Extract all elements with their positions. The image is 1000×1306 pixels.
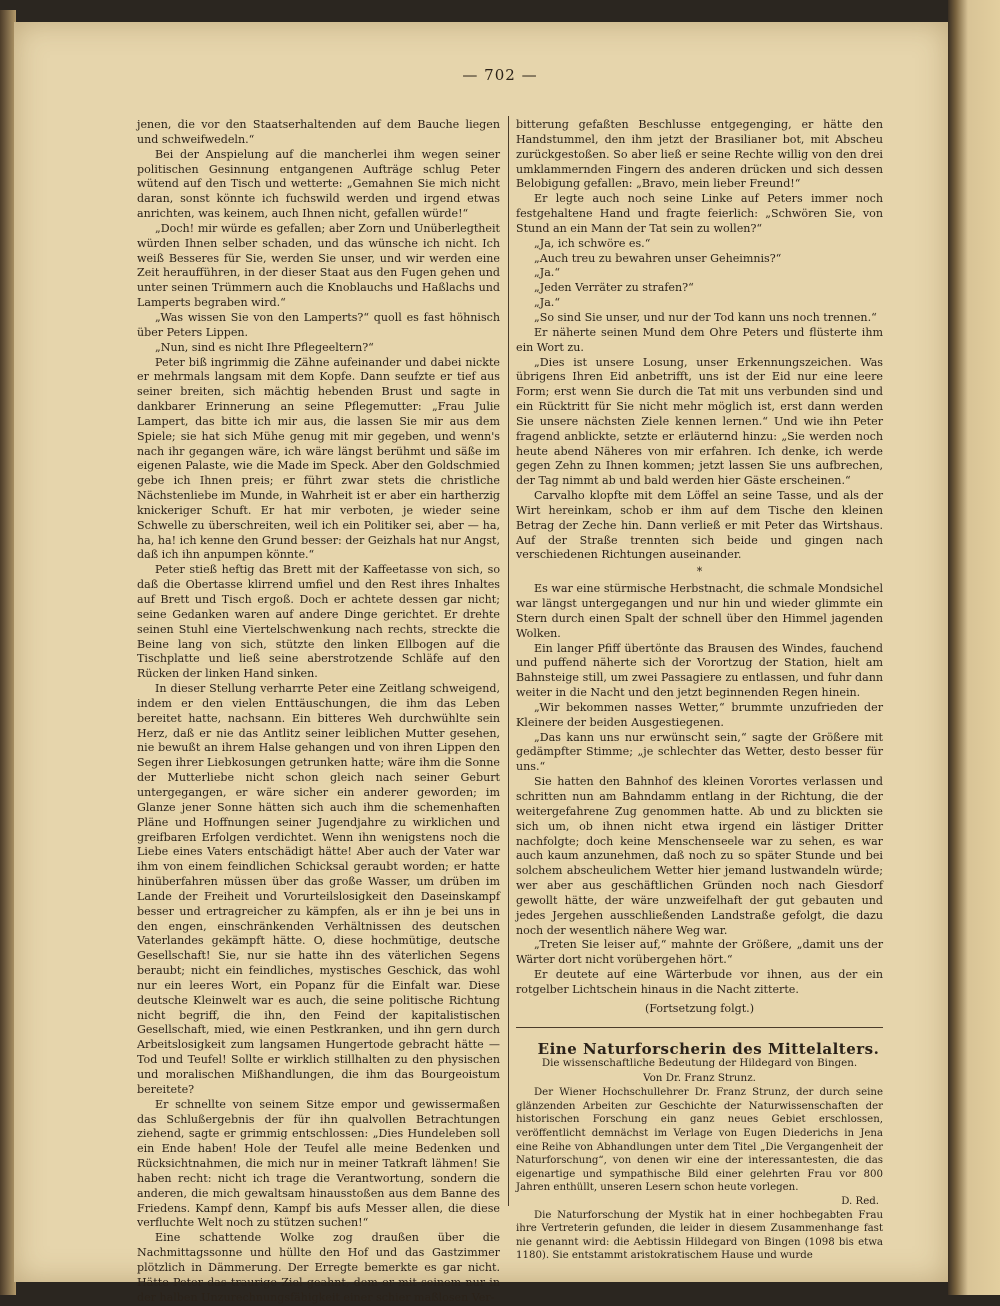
right-column [516,118,883,1262]
paragraph: Sie hatten den Bahnhof des kleinen Vorortes verlassen und schritten nun am Bahndamm entlang in der Richtung, die der weitergefahrene Zug genommen hatte. Ab und zu blickten sie sich um, ob ihnen nicht etwa irgend ein lästiger Dritter nachfolgte; doch keine Menschenseele war zu sehen, es war auch kaum anzunehmen, daß noch zu so später Stunde und bei solchem abscheulichem Wetter hier jemand lustwandeln würde; wer aber aus geschäftlichen Gründen noch nach Giesdorf gewollt hätte, der wäre unzweifelhaft der gut gebauten und jedes Jergehen ausschließenden Landstraße gefolgt, die dazu noch der wesentlich nähere Weg war. [516,775,883,937]
book-spine [948,0,1000,1295]
paragraph: „Das kann uns nur erwünscht sein,“ sagte der Größere mit gedämpfter Stimme; „je schlechter das Wetter, desto besser für uns.“ [516,730,883,774]
paragraph: „Ja.“ [534,296,561,310]
paragraph: Peter stieß heftig das Brett mit der Kaffeetasse von sich, so daß die Obertasse klirrend umfiel und den Rest ihres Inhaltes auf Brett und Tisch ergoß. Doch er achtete dessen gar nicht; seine Gedanken waren auf andere Dinge gerichtet. Er drehte seinen Stuhl eine Viertelschwenkung nach rechts, streckte die Beine lang von sich, stützte den linken Ellbogen auf die Tischplatte und ließ seine aberstrotzende Schläfe auf den Rücken der linken Hand sinken. [137,563,500,681]
article-body: Die Naturforschung der Mystik hat in einer hochbegabten Frau ihre Vertreterin gefunden, die leider in diesem Zusammenhange fast nie genannt wird: die Aebtissin Hildegard von Bingen (1098 bis etwa 1180). Sie entstammt aristokratischem Hause und wurde [516,1209,883,1262]
editor-note: D. Red. [841,1195,879,1207]
paragraph: „Was wissen Sie von den Lamperts?“ quoll es fast höhnisch über Peters Lippen. [137,310,500,339]
left-column [137,118,500,1304]
paragraph: Peter biß ingrimmig die Zähne aufeinander und dabei nickte er mehrmals langsam mit dem Kopfe. Dann seufzte er tief aus seiner breiten, sich mächtig hebenden Brust und sagte in dankbarer Erinnerung an seine Pflegemutter: „Frau Julie Lampert, das bitte ich mir aus, die lassen Sie mir aus dem Spiele; sie hat sich Mühe genug mit mir gegeben, und wenn's nach ihr gegangen wäre, ich wäre längst berühmt und säße im eigenen Palaste, wie die Made im Speck. Aber den Goldschmied gebe ich Ihnen preis; er führt zwar stets die christliche Nächstenliebe im Munde, in Wahrheit ist er aber ein hartherzig knickeriger Schuft. Er hat mir verboten, je wieder seine Schwelle zu überschreiten, weil ich ein Politiker sei, aber — ha, ha, ha! ich kenne den Grund besser: der Geizhals hat nur Angst, daß ich ihn anpumpen könnte.“ [137,355,500,562]
paragraph: jenen, die vor den Staatserhaltenden auf dem Bauche liegen und schweifwedeln.“ [137,118,500,146]
paragraph: „Doch! mir würde es gefallen; aber Zorn und Unüberlegtheit würden Ihnen selber schaden, und das wünsche ich nicht. Ich weiß Besseres für Sie, werden Sie unser, und wir werden eine Zeit heraufführen, in der dieser Staat aus den Fugen gehen und unter seinen Trümmern auch die Knoblauchs und Haßlachs und Lamperts begraben wird.“ [137,221,500,310]
article-subtitle: Die wissenschaftliche Bedeutung der Hildegard von Bingen. [541,1057,858,1070]
paragraph: Er näherte seinen Mund dem Ohre Peters und flüsterte ihm ein Wort zu. [516,325,883,354]
paragraph: „Treten Sie leiser auf,“ mahnte der Größere, „damit uns der Wärter dort nicht vorübergehen hört.“ [516,938,883,967]
paragraph: „Ja, ich schwöre es.“ [534,236,651,250]
paragraph: „Nun, sind es nicht Ihre Pflegeeltern?“ [155,340,374,354]
paragraph: „Ja.“ [534,266,561,280]
paragraph: bitterung gefaßten Beschlusse entgegenging, er hätte den Handstummel, den ihm jetzt der Brasilianer bot, mit Abscheu zurückgestoßen. So aber ließ er seine Rechte willig von den drei umklammernden Fingern des anderen drücken und sich dessen Belobigung gefallen: „Bravo, mein lieber Freund!“ [516,118,883,191]
continuation-note: (Fortsetzung folgt.) [644,1001,755,1015]
page-number: — 702 — [462,66,538,84]
paragraph: „So sind Sie unser, und nur der Tod kann uns noch trennen.“ [534,310,877,324]
article-author: Von Dr. Franz Strunz. [643,1072,756,1085]
article-intro: Der Wiener Hochschullehrer Dr. Franz Strunz, der durch seine glänzenden Arbeiten zur Geschichte der Naturwissenschaften der historischen Forschung ein ganz neues Gebiet erschlossen, veröffentlicht demnächst im Verlage von Eugen Diederichs in Jena eine Reihe von Abhandlungen unter dem Titel „Die Vergangenheit der Naturforschung“, von denen wir eine der interessantesten, die das eigenartige und sympathische Bild einer gelehrten Frau vor 800 Jahren enthüllt, unseren Lesern schon heute vorlegen. [516,1087,883,1194]
paragraph: Er legte auch noch seine Linke auf Peters immer noch festgehaltene Hand und fragte feierlich: „Schwören Sie, von Stund an ein Mann der Tat sein zu wollen?“ [516,192,883,235]
paragraph: „Wir bekommen nasses Wetter,“ brummte unzufrieden der Kleinere der beiden Ausgestiegenen. [516,700,883,729]
paragraph: „Dies ist unsere Losung, unser Erkennungszeichen. Was übrigens Ihren Eid anbetrifft, uns ist der Eid nur eine leere Form; erst wenn Sie durch die Tat mit uns verbunden sind und ein Rücktritt für Sie nicht mehr möglich ist, erst dann werden Sie unsere nächsten Ziele kennen lernen.“ Und wie ihn Peter fragend anblickte, setzte er erläuternd hinzu: „Sie werden noch heute abend Näheres von mir erfahren. Ich denke, ich werde gegen Zehn zu Ihnen kommen; jetzt lassen Sie uns aufbrechen, der Tag nimmt ab und bald werden hier Gäste erscheinen.“ [516,355,883,488]
paragraph: Carvalho klopfte mit dem Löffel an seine Tasse, und als der Wirt hereinkam, schob er ihm auf dem Tische den kleinen Betrag der Zeche hin. Dann verließ er mit Peter das Wirtshaus. Auf der Straße trennten sich beide und gingen nach verschiedenen Richtungen auseinander. [516,489,883,562]
column-divider [508,116,509,1206]
article-rule [516,1027,883,1028]
paragraph: Eine schattende Wolke zog draußen über die Nachmittagssonne und hüllte den Hof und das Gastzimmer plötzlich in Dämmerung. Der Erregte bemerkte es gar nicht. Hätte Peter das traurige Ziel geahnt, dem er mit seinem nur in der halben Unzurechnungsfähigkeit einer schier maßlosen Ver- [137,1231,500,1304]
article-title: Eine Naturforscherin des Mittelalters. [537,1039,880,1058]
paragraph: Er schnellte von seinem Sitze empor und gewissermaßen das Schlußergebnis der für ihn qualvollen Betrachtungen ziehend, sagte er grimmig entschlossen: „Dies Hundeleben soll ein Ende haben! Hole der Teufel alle meine Bedenken und Rücksichtnahmen, die mich nur in meiner Tatkraft lähmen! Sie haben recht: nicht ich trage die Verantwortung, sondern die anderen, die mich gewaltsam hinausstoßen aus dem Banne des Friedens. Kampf denn, Kampf bis aufs Messer allen, die diese verfluchte Welt noch zu stützen suchen!“ [137,1097,500,1230]
paragraph: „Auch treu zu bewahren unser Geheimnis?“ [534,251,782,265]
paragraph: Ein langer Pfiff übertönte das Brausen des Windes, fauchend und puffend näherte sich der Vorortzug der Station, hielt am Bahnsteige still, um zwei Passagiere zu entlassen, und fuhr dann weiter in die Nacht und den jetzt beginnenden Regen hinein. [516,641,883,700]
paragraph: In dieser Stellung verharrte Peter eine Zeitlang schweigend, indem er den vielen Enttäuschungen, die ihm das Leben bereitet hatte, nachsann. Ein bitteres Weh durchwühlte sein Herz, daß er nie das Antlitz seiner leiblichen Mutter gesehen, nie bewußt an ihrem Halse gehangen und von ihren Lippen den Segen ihrer Liebkosungen getrunken hatte; wäre ihm die Sonne der Mutterliebe nicht schon gleich nach seiner Geburt untergegangen, er wäre sicher ein anderer geworden; im Glanze jener Sonne hätten sich auch ihm die schemenhaften Pläne und Hoffnungen seiner Jugendjahre zu wirklichen und greifbaren Erfolgen verdichtet. Wenn ihn wenigstens noch die Liebe eines Vaters entschädigt hätte! Aber auch der Vater war ihm von einem feindlichen Schicksal geraubt worden; er hatte hinüberfahren müssen über das große Wasser, um drüben im Lande der Freiheit und Vorurteilslosigkeit den Daseinskampf besser und ertragreicher zu kämpfen, als er ihn je bei uns in den engen, einschränkenden Verhältnissen des deutschen Vaterlandes gekämpft hätte. O, diese hochmütige, deutsche Gesellschaft! Sie, nur sie hatte ihn des väterlichen Segens beraubt; nicht ein feindliches, mystisches Geschick, das wohl nur ein leeres Wort, ein Popanz für die Einfalt war. Diese deutsche Kleinwelt war es auch, die seine politische Richtung nicht begriff, die ihn, den Feind der kapitalistischen Gesellschaft, mied, wie einen Pestkranken, und ihn gern durch Arbeitslosigkeit zum langsamen Hungertode gebracht hätte — Tod und Teufel! Sollte er wirklich stillhalten zu den physischen und moralischen Mißhandlungen, die ihm das Bourgeoistum bereitete? [137,682,500,1096]
paragraph: Er deutete auf eine Wärterbude vor ihnen, aus der ein rotgelber Lichtschein hinaus in die Nacht zitterte. [516,968,883,996]
paragraph: Bei der Anspielung auf die mancherlei ihm wegen seiner politischen Gesinnung entgangenen Aufträge schlug Peter wütend auf den Tisch und wetterte: „Gemahnen Sie mich nicht daran, sonst könnte ich fuchswild werden und irgend etwas anrichten, was keinem, auch Ihnen nicht, gefallen würde!“ [137,147,500,221]
paragraph: Es war eine stürmische Herbstnacht, die schmale Mondsichel war längst untergegangen und nur hin und wieder glimmte ein Stern durch einen Spalt der schnell über den Himmel jagenden Wolken. [516,582,883,640]
paragraph: „Jeden Verräter zu strafen?“ [534,281,694,295]
section-separator: * [696,565,703,579]
